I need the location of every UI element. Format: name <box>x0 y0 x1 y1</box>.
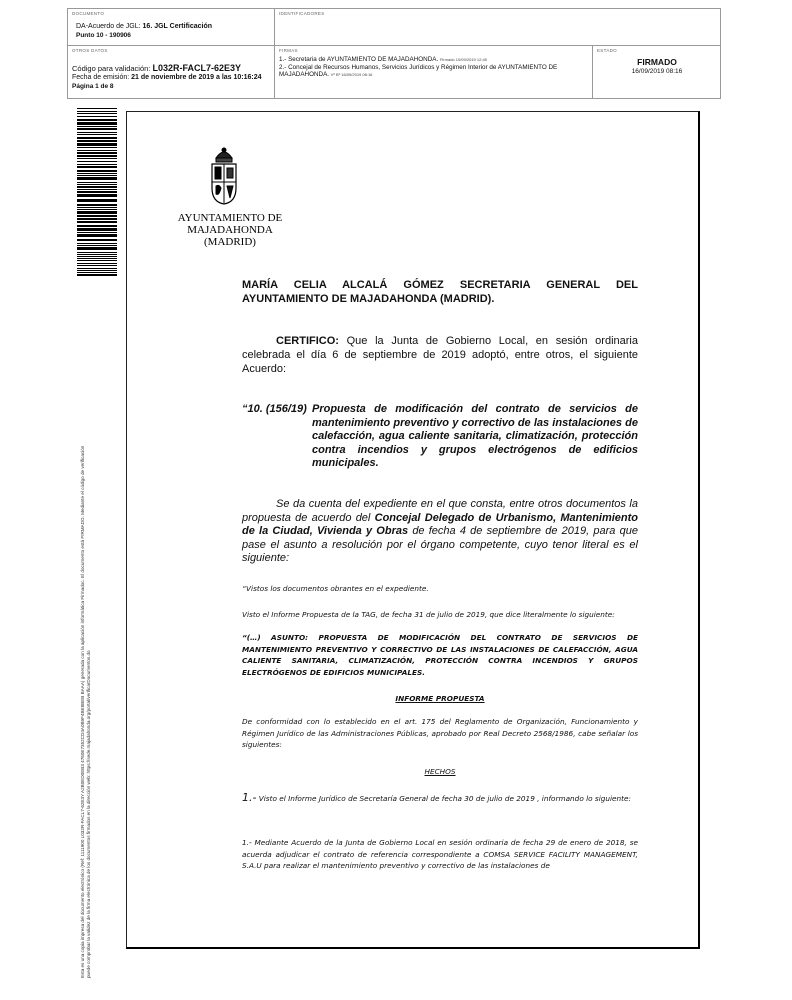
pagina-count: Página 1 de 8 <box>72 83 114 90</box>
estado-value: FIRMADO <box>637 57 677 67</box>
certifico-paragraph <box>242 334 638 376</box>
estado-cell <box>593 46 721 99</box>
se-da-cuenta-paragraph: Se da cuenta del expediente en el que consta, entre otros documentos la propuesta de acuerdo del Concejal Delegado de Urbanismo, Mantenimiento de la Ciudad, Vivienda y Obras de fecha 4 de septiembre de 2019, para que pase el asunto a resolución por el órgano competente, cuyo tenor literal es el siguiente: <box>242 498 638 564</box>
codigo-validacion: L032R-FACL7-62E3Y <box>152 63 242 73</box>
concejal-name: Concejal Delegado de Urbanismo, Mantenimiento de la Ciudad, Vivienda y Obras <box>242 511 638 537</box>
fecha-emision: 21 de noviembre de 2019 a las 10:16:24 <box>131 74 262 81</box>
quote-asunto: “(…) ASUNTO: PROPUESTA DE MODIFICACIÓN DEL CONTRATO DE SERVICIOS DE MANTENIMIENTO PREVENTIVO Y CORRECTIVO DE LAS INSTALACIONES DE CALEFACCIÓN, AGUA CALIENTE SANITARIA, CLIMATIZACIÓN, PROTECCIÓN CONTRA INCENDIOS Y GRUPOS ELECTRÓGENOS DE EDIFICIOS MUNICIPALES. <box>242 633 638 677</box>
side-text-line-1: Esta es una copia impresa del documento electrónico (Ref: 1111900 L032R-FACL7-62E3Y A2B0ED0EB3 4760E7352CD4A0B9F4BE8BEB BAAA) generada con la aplicación informática Firmadoc. El documento está FIRMADO. Mediante el código de verificación <box>80 445 85 978</box>
estado-label: ESTADO <box>597 48 617 53</box>
documento-cell <box>68 9 275 46</box>
firma-1: 1.- Secretaria de AYUNTAMIENTO DE MAJADAHONDA. Firmado 10/09/2019 12:45 <box>279 56 487 63</box>
quote-hechos: HECHOS <box>424 767 456 776</box>
quote-hecho-1: 1.- Visto el Informe Jurídico de Secretaría General de fecha 30 de julio de 2019 , informando lo siguiente: <box>242 791 631 804</box>
documento-type-bold: 16. JGL Certificación <box>142 23 213 30</box>
institution-name: AYUNTAMIENTO DE MAJADAHONDA (MADRID) <box>177 212 283 248</box>
certifico-label: CERTIFICO: <box>276 335 339 347</box>
codigo-label: Código para validación: <box>72 64 153 73</box>
documento-label: DOCUMENTO <box>72 11 105 16</box>
barcode <box>77 108 117 278</box>
side-verification-text <box>80 278 92 978</box>
acuerdo-title: Propuesta de modificación del contrato de servicios de mantenimiento preventivo y correctivo de las instalaciones de calefacción, agua caliente sanitaria, climatización, protección contra incendios y grupos electrógenos de edificios municipales. <box>312 403 638 469</box>
quote-vistos: “Vistos los documentos obrantes en el expediente. <box>242 584 429 593</box>
identificadores-label: IDENTIFICADORES <box>279 11 325 16</box>
quote-conformidad: De conformidad con lo establecido en el art. 175 del Reglamento de Organización, Funcionamiento y Régimen Jurídico de las Administraciones Públicas, aprobado por Real Decreto 2568/1986, cabe señalar los siguientes: <box>242 717 638 749</box>
barcode-graphic <box>77 108 117 278</box>
acuerdo-block <box>242 403 638 471</box>
side-text-line-2: puede comprobar la validez de la firma electrónica de los documentos firmados en la dirección web: https://sede.majadahonda.org/portal/verificarDocumentos.do <box>86 650 91 978</box>
otros-datos-cell <box>68 46 275 99</box>
estado-date: 16/09/2019 08:16 <box>631 68 683 75</box>
fecha-label: Fecha de emisión: <box>72 74 132 81</box>
firma-2: 2.- Concejal de Recursos Humanos, Servicios Jurídicos y Régimen Interior de AYUNTAMIENTO DE MAJADAHONDA. Vº Bº 16/09/2019 08:16 <box>279 64 558 78</box>
quote-visto-informe: Visto el Informe Propuesta de la TAG, de fecha 31 de julio de 2019, que dice literalmente lo siguiente: <box>242 610 615 619</box>
documento-type: DA-Acuerdo de JGL: <box>76 23 143 30</box>
page-heading: MARÍA CELIA ALCALÁ GÓMEZ SECRETARIA GENERAL DEL AYUNTAMIENTO DE MAJADAHONDA (MADRID). <box>242 279 638 305</box>
acuerdo-number: “10. (156/19) <box>242 403 307 415</box>
identificadores-cell <box>275 9 721 46</box>
quote-punto-1: 1.- Mediante Acuerdo de la Junta de Gobierno Local en sesión ordinaria de fecha 29 de enero de 2018, se acuerda adjudicar el contrato de referencia correspondiente a COMSA SERVICE FACILITY MANAGEMENT, S.A.U para realizar el mantenimiento preventivo y correctivo de las instalaciones de <box>242 838 638 870</box>
firmas-cell <box>275 46 593 99</box>
crest-icon <box>208 144 240 206</box>
metadata-header <box>67 8 721 99</box>
quote-informe-propuesta: INFORME PROPUESTA <box>395 694 485 703</box>
otros-datos-label: OTROS DATOS <box>72 48 108 53</box>
documento-punto: Punto 10 - 190906 <box>76 32 131 39</box>
certifico-text: Que la Junta de Gobierno Local, en sesión ordinaria celebrada el día 6 de septiembre de 2019 adoptó, entre otros, el siguiente Acuerdo: <box>242 335 638 375</box>
firmas-label: FIRMAS <box>279 48 298 53</box>
